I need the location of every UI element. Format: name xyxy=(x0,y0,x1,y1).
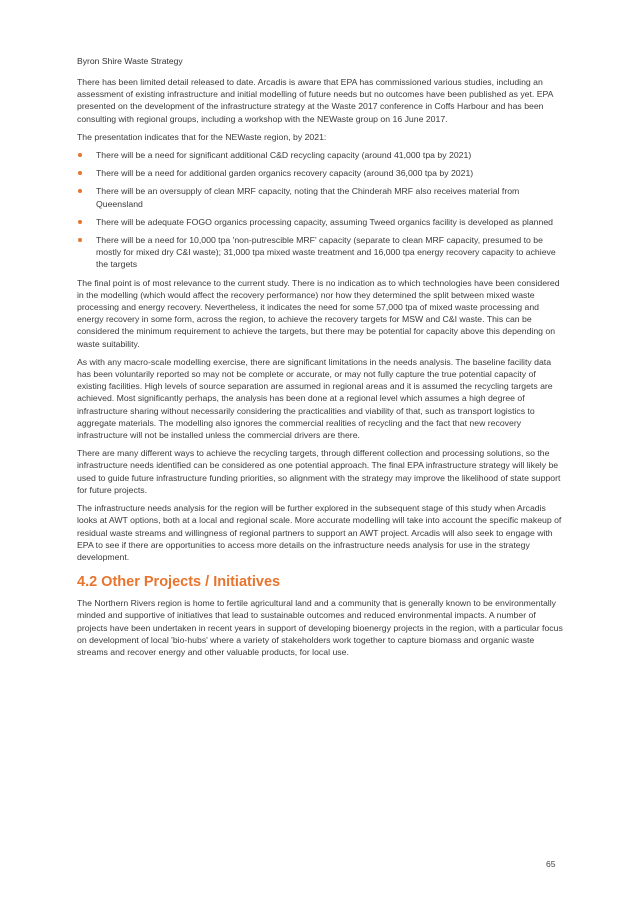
running-header: Byron Shire Waste Strategy xyxy=(77,56,183,66)
bullet-dot-icon xyxy=(78,153,82,157)
paragraph: As with any macro-scale modelling exercise, there are significant limitations in the needs analysis. The baseline facility data has been voluntarily reported so may not be complete or accurate, or may not fully capture the true potential capacity of existing facilities. High levels of source separation are assumed in regional areas and it is assumed the recycling targets are achieved. Most significantly perhaps, the analysis has been done at a regional level which assumes a high degree of infrastructure sharing without necessarily considering the practicalities and viability of that, such as transport logistics to aggregate materials. The modelling also ignores the commercial realities of recycling and the fact that new recovery infrastructure will not be installed unless the commercial drivers are there. xyxy=(77,356,553,441)
bullet-dot-icon xyxy=(78,189,82,193)
paragraph: There are many different ways to achieve the recycling targets, through different collection and processing solutions, so the infrastructure needs identified can be considered as one potential approach. The final EPA infrastructure strategy will likely be used to guide future infrastructure funding priorities, so alignment with the strategy may improve the likelihood of state support for future projects. xyxy=(77,448,561,495)
bullet-text: There will be a need for 10,000 tpa 'non-putrescible MRF' capacity (separate to clean MRF capacity, presumed to be mostly for mixed dry C&I waste); 31,000 tpa mixed waste treatment and 16,000 tpa energy recovery capacity to achieve the targets xyxy=(96,235,556,270)
page-number: 65 xyxy=(546,859,556,869)
bullet-item xyxy=(77,149,565,161)
bullet-text: There will be a need for significant additional C&D recycling capacity (around 41,000 tpa by 2021) xyxy=(96,150,472,161)
bullet-dot-icon xyxy=(78,238,82,242)
bullet-dot-icon xyxy=(78,220,82,224)
bullet-list xyxy=(77,149,565,271)
paragraph: There has been limited detail released to date. Arcadis is aware that EPA has commissioned various studies, including an assessment of existing infrastructure and initial modelling of future needs but no outcomes have been published as yet. EPA presented on the development of the infrastructure strategy at the Waste 2017 conference in Coffs Harbour and has been consulting with regional groups, including a workshop with the NEWaste group on 16 June 2017. xyxy=(77,77,553,124)
bullet-item xyxy=(77,216,565,228)
bullet-text: There will be adequate FOGO organics processing capacity, assuming Tweed organics facility is developed as planned xyxy=(96,216,553,227)
bullet-dot-icon xyxy=(78,171,82,175)
document-page xyxy=(77,56,565,664)
bullet-text: There will be a need for additional garden organics recovery capacity (around 36,000 tpa by 2021) xyxy=(96,168,474,179)
section-heading: 4.2 Other Projects / Initiatives xyxy=(77,574,281,591)
paragraph: The Northern Rivers region is home to fertile agricultural land and a community that is generally known to be environmentally minded and supportive of initiatives that lead to sustainable outcomes and reduced environmental impacts. A number of projects have been undertaken in recent years in support of developing bioenergy projects in the region, with a particular focus on development of local 'bio-hubs' where a variety of stakeholders work together to capture biomass and organic waste streams and recover energy and other valuable products, for local use. xyxy=(77,598,563,657)
bullet-text: There will be an oversupply of clean MRF capacity, noting that the Chinderah MRF also receives material from Queensland xyxy=(96,186,520,209)
bullet-item xyxy=(77,185,565,209)
paragraph: The infrastructure needs analysis for the region will be further explored in the subsequent stage of this study when Arcadis looks at AWT options, both at a local and regional scale. More accurate modelling will take into account the specific makeup of residual waste streams and willingness of regional partners to support an AWT project. Arcadis will also seek to engage with EPA to see if there are opportunities to access more details on the infrastructure needs analysis for use in the strategy development. xyxy=(77,503,562,562)
paragraph: The presentation indicates that for the NEWaste region, by 2021: xyxy=(77,131,327,142)
bullet-item xyxy=(77,234,565,271)
paragraph: The final point is of most relevance to the current study. There is no indication as to which technologies have been considered in the modelling (which would affect the recovery performance) nor how they determined the split between mixed waste processing and energy recovery. Nevertheless, it indicates the need for some 57,000 tpa of mixed waste processing and energy recovery in some form, across the region, to achieve the recovery targets for MSW and C&I waste. This can be considered the minimum requirement to achieve the targets, but there may be potential for capacity above this depending on waste suitability. xyxy=(77,277,560,349)
bullet-item xyxy=(77,167,565,179)
